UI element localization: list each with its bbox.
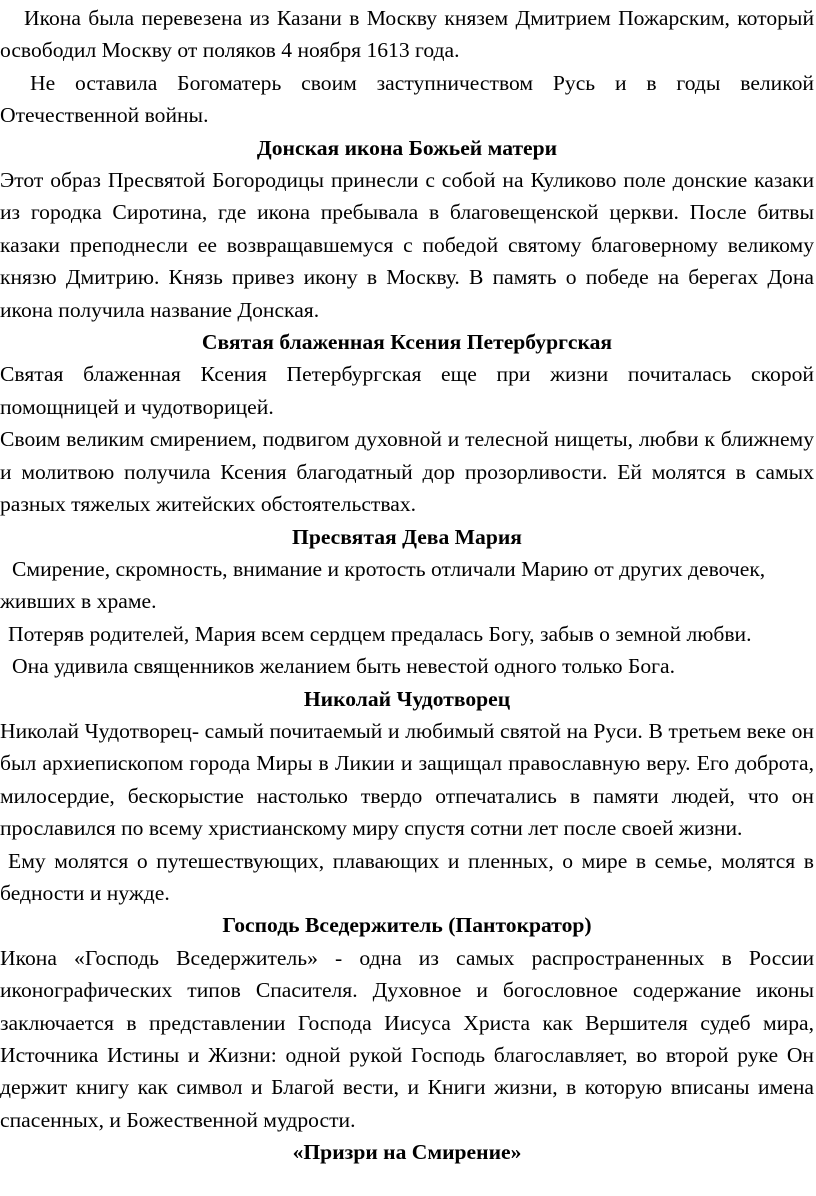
section-title-donskaya: Донская икона Божьей матери [256, 135, 558, 160]
section-paragraph: Она удивила священников желанием быть невестой одного только Бога. [12, 654, 675, 679]
section-paragraph: Этот образ Пресвятой Богородицы принесли с собой на Куликово поле донские казаки из городка Сиротина, где икона пребывала в благовещенской церкви. После битвы казаки преподнесли ее возвращавшемуся с победой святому благоверному великому князю Дмитрию. Князь привез икону в Москву. В память о победе на берегах Дона икона получила название Донская. [0, 168, 814, 322]
document-page [0, 2, 814, 1169]
section-paragraph: Потеряв родителей, Мария всем сердцем предалась Богу, забыв о земной любви. [8, 621, 752, 646]
section-paragraph: Ему молятся о путешествующих, плавающих и пленных, о мире в семье, молятся в бедности и нужде. [0, 848, 814, 905]
section-title-pantokrator: Господь Вседержитель (Пантократор) [222, 913, 592, 938]
section-paragraph: Икона «Господь Вседержитель» - одна из самых распространенных в России иконографических типов Спасителя. Духовное и богословное содержание иконы заключается в представлении Господа Иисуса Христа как Вершителя судеб мира, Источника Истины и Жизни: одной рукой Господь благославляет, во второй руке Он держит книгу как символ и Благой вести, и Книги жизни, в которую вписаны имена спасенных, и Божественной мудрости. [0, 945, 814, 1132]
section-paragraph: Смирение, скромность, внимание и кротость отличали Марию от других девочек, живших в храме. [0, 556, 766, 614]
section-paragraph: Николай Чудотворец- самый почитаемый и любимый святой на Руси. В третьем веке он был архиепископом города Миры в Ликии и защищал православную веру. Его доброта, милосердие, бескорыстие настолько твердо отпечатались в памяти людей, что он прославился по всему христианскому миру спустя сотни лет после своей жизни. [0, 718, 814, 841]
section-title-prizri: «Призри на Смирение» [292, 1140, 522, 1165]
section-title-deva-maria: Пресвятая Дева Мария [292, 524, 522, 549]
section-title-ksenia: Святая блаженная Ксения Петербургская [201, 330, 613, 355]
intro-paragraph-2: Не оставила Богоматерь своим заступничеством Русь и в годы великой Отечественной войны. [0, 70, 814, 128]
intro-paragraph-1: Икона была перевезена из Казани в Москву князем Дмитрием Пожарским, который освободил Москву от поляков 4 ноября 1613 года. [0, 6, 814, 63]
section-paragraph: Своим великим смирением, подвигом духовной и телесной нищеты, любви к ближнему и молитвою получила Ксения благодатный дор прозорливости. Ей молятся в самых разных тяжелых житейских обстоятельствах. [0, 427, 814, 517]
section-title-nikolai: Николай Чудотворец [303, 686, 511, 711]
section-paragraph: Святая блаженная Ксения Петербургская еще при жизни почиталась скорой помощницей и чудотворицей. [0, 362, 814, 419]
